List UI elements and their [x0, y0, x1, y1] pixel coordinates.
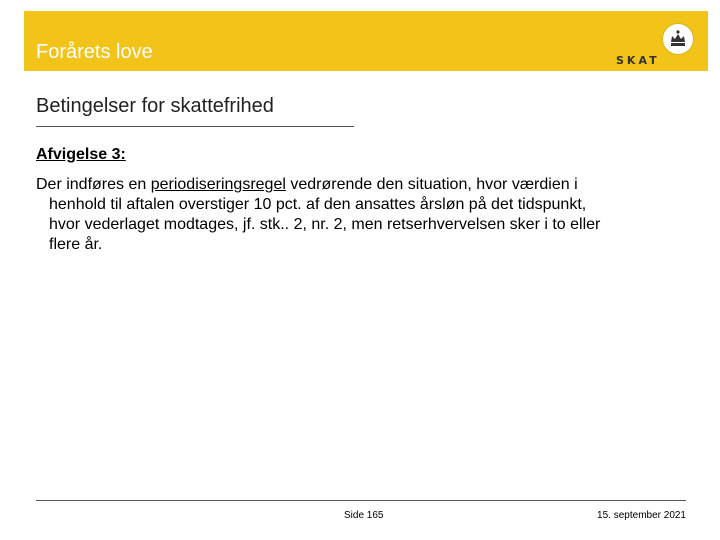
body-line-2: henhold til aftalen overstiger 10 pct. af den ansattes årsløn på det tidspunkt,: [49, 196, 587, 213]
body-line-3: hvor vederlaget modtages, jf. stk.. 2, nr. 2, men retserhvervelsen sker i to eller: [49, 216, 601, 233]
underlined-term: periodiseringsregel: [150, 176, 286, 193]
footer-date: 15. september 2021: [597, 510, 686, 521]
title-divider: [36, 126, 354, 127]
body-paragraph: [36, 175, 696, 255]
section-title: Betingelser for skattefrihed: [36, 95, 274, 117]
crown-icon: [662, 23, 694, 55]
skat-logo: [616, 19, 686, 67]
body-line-1-end: vedrørende den situation, hvor værdien i: [285, 176, 578, 193]
body-line-1: [36, 175, 696, 195]
deviation-heading: Afvigelse 3:: [36, 146, 126, 163]
logo-text: SKAT: [616, 54, 660, 67]
header-title: Forårets love: [36, 41, 153, 63]
page-number: Side 165: [344, 510, 384, 521]
body-line-4: flere år.: [49, 236, 103, 253]
footer-divider: [36, 500, 686, 501]
body-line-1-start: Der indføres en: [36, 176, 151, 193]
header-bar: [24, 11, 708, 71]
